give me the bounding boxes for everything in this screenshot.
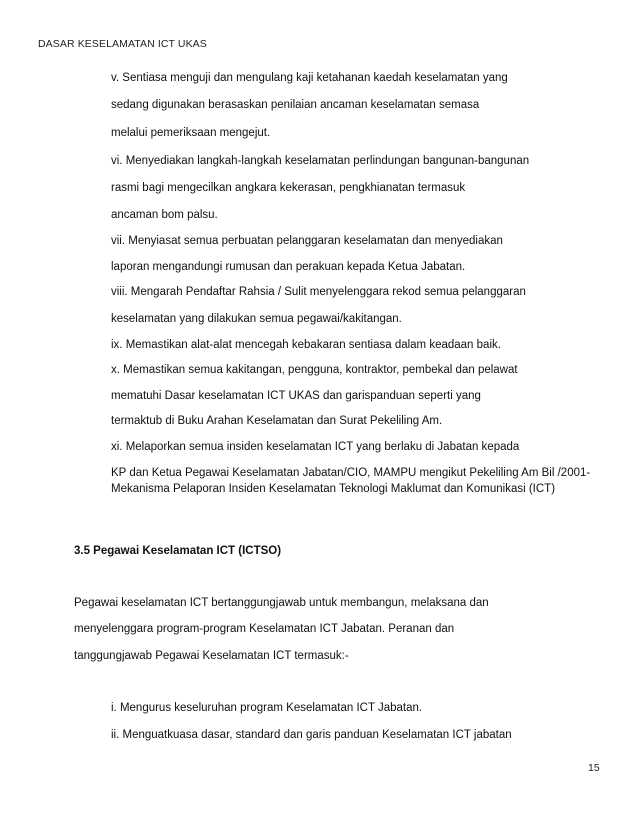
role-item-i: i. Mengurus keseluruhan program Keselamatan ICT Jabatan. — [111, 702, 423, 714]
item-viii-line-1: viii. Mengarah Pendaftar Rahsia / Sulit menyelenggara rekod semua pelanggaran — [111, 286, 526, 298]
item-x-line-2: mematuhi Dasar keselamatan ICT UKAS dan garispanduan seperti yang — [111, 390, 481, 402]
item-v-line-2: sedang digunakan berasaskan penilaian ancaman keselamatan semasa — [111, 99, 480, 111]
item-vi-line-2: rasmi bagi mengecilkan angkara kekerasan, pengkhianatan termasuk — [111, 182, 466, 194]
item-vii-line-1: vii. Menyiasat semua perbuatan pelanggaran keselamatan dan menyediakan — [111, 235, 503, 247]
item-vi-line-3: ancaman bom palsu. — [111, 209, 218, 221]
item-xi-continuation: KP dan Ketua Pegawai Keselamatan Jabatan/CIO, MAMPU mengikut Pekeliling Am Bil /2001-Mekanisma Pelaporan Insiden Keselamatan Teknologi Maklumat dan Komunikasi (ICT) — [111, 467, 591, 495]
section-paragraph-line-3: tanggungjawab Pegawai Keselamatan ICT termasuk:- — [74, 650, 349, 662]
item-vii-line-2: laporan mengandungi rumusan dan perakuan kepada Ketua Jabatan. — [111, 261, 466, 273]
item-v-line-1: v. Sentiasa menguji dan mengulang kaji ketahanan kaedah keselamatan yang — [111, 72, 508, 84]
item-viii-line-2: keselamatan yang dilakukan semua pegawai/kakitangan. — [111, 313, 402, 325]
page-number: 15 — [588, 762, 600, 774]
role-item-ii: ii. Menguatkuasa dasar, standard dan garis panduan Keselamatan ICT jabatan — [111, 729, 512, 741]
item-vi-line-1: vi. Menyediakan langkah-langkah keselamatan perlindungan bangunan-bangunan — [111, 155, 530, 167]
item-x-line-1: x. Memastikan semua kakitangan, pengguna, kontraktor, pembekal dan pelawat — [111, 364, 518, 376]
section-heading: 3.5 Pegawai Keselamatan ICT (ICTSO) — [74, 545, 282, 557]
document-header: DASAR KESELAMATAN ICT UKAS — [38, 38, 207, 50]
item-v-line-3: melalui pemeriksaan mengejut. — [111, 127, 271, 139]
item-x-line-3: termaktub di Buku Arahan Keselamatan dan Surat Pekeliling Am. — [111, 415, 443, 427]
section-paragraph-line-1: Pegawai keselamatan ICT bertanggungjawab untuk membangun, melaksana dan — [74, 597, 489, 609]
item-ix-line-1: ix. Memastikan alat-alat mencegah kebakaran sentiasa dalam keadaan baik. — [111, 339, 501, 351]
section-paragraph-line-2: menyelenggara program-program Keselamatan ICT Jabatan. Peranan dan — [74, 623, 455, 635]
item-xi-line-1: xi. Melaporkan semua insiden keselamatan ICT yang berlaku di Jabatan kepada — [111, 441, 520, 453]
